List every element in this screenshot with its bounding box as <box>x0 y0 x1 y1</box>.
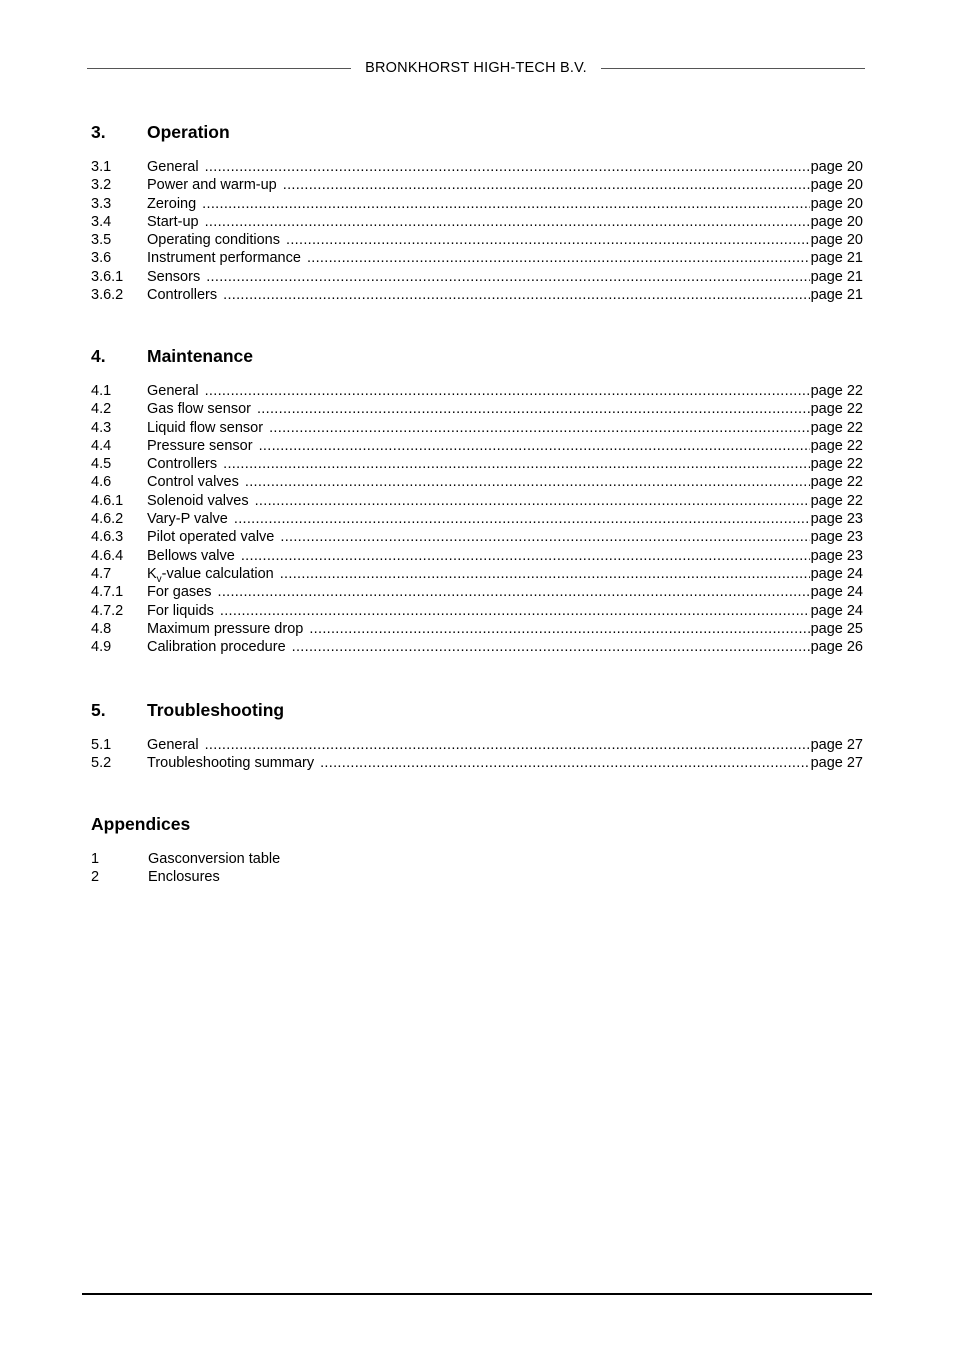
entry-page: page 23 <box>810 511 863 528</box>
entry-number: 4.7 <box>91 565 112 582</box>
section-title: Troubleshooting <box>147 699 285 720</box>
toc-entry[interactable] <box>91 286 863 304</box>
toc-entry[interactable] <box>91 565 863 583</box>
entry-number: 3.4 <box>91 213 112 230</box>
entry-page: page 22 <box>810 474 863 491</box>
entry-page: page 24 <box>810 565 863 582</box>
entry-title: Operating conditions <box>147 232 280 249</box>
dot-leader <box>292 638 810 656</box>
section-number: 5. <box>91 699 106 720</box>
section-heading <box>91 812 863 836</box>
section-heading <box>91 344 863 368</box>
entry-title: Bellows valve <box>147 547 235 564</box>
entry-page: page 24 <box>810 602 863 619</box>
entry-number: 3.6 <box>91 250 112 267</box>
toc-entry[interactable] <box>91 419 863 437</box>
dot-leader <box>205 213 810 231</box>
dot-leader <box>220 602 810 620</box>
entry-title-subscript: v <box>156 573 162 585</box>
entry-page: page 21 <box>810 287 863 304</box>
entry-page: page 20 <box>810 177 863 194</box>
entry-number: 3.6.2 <box>91 287 124 304</box>
section-number: 4. <box>91 345 106 366</box>
entry-title: Instrument performance <box>147 250 301 267</box>
entry-page: page 22 <box>810 492 863 509</box>
dot-leader <box>205 736 810 754</box>
toc-entry[interactable] <box>91 382 863 400</box>
dot-leader <box>202 195 809 213</box>
entry-page: page 22 <box>810 437 863 454</box>
toc-entry[interactable] <box>91 492 863 510</box>
entry-number: 1 <box>91 851 100 867</box>
entry-number: 4.8 <box>91 620 112 637</box>
entry-page: page 22 <box>810 456 863 473</box>
section-heading <box>91 698 863 722</box>
dot-leader <box>205 158 810 176</box>
dot-leader <box>283 176 810 194</box>
entry-page: page 24 <box>810 584 863 601</box>
entry-number: 4.2 <box>91 401 112 418</box>
entry-title: Troubleshooting summary <box>147 755 315 772</box>
dot-leader <box>259 437 810 455</box>
entry-title <box>147 565 274 583</box>
toc-entry[interactable] <box>91 213 863 231</box>
entry-number: 4.6.4 <box>91 547 124 564</box>
dot-leader <box>245 473 810 491</box>
header-rule-right <box>601 68 865 69</box>
entry-title: General <box>147 383 199 399</box>
toc-entry[interactable] <box>91 195 863 213</box>
entry-title: For gases <box>147 584 212 601</box>
toc-entry[interactable] <box>91 158 863 176</box>
toc-entry[interactable] <box>91 268 863 286</box>
section-heading <box>91 120 863 144</box>
entry-title: Gasconversion table <box>148 851 281 867</box>
entry-page: page 23 <box>810 529 863 546</box>
dot-leader <box>286 231 810 249</box>
entry-title: Calibration procedure <box>147 639 286 656</box>
toc-list <box>91 736 863 773</box>
dot-leader <box>280 528 809 546</box>
entry-number: 5.2 <box>91 755 112 772</box>
toc-entry[interactable] <box>91 602 863 620</box>
dot-leader <box>269 419 810 437</box>
entry-title: Power and warm-up <box>147 177 277 194</box>
toc-entry[interactable] <box>91 473 863 491</box>
entry-title: Pressure sensor <box>147 437 253 454</box>
dot-leader <box>223 455 809 473</box>
toc-entry[interactable] <box>91 528 863 546</box>
entry-number: 4.6.3 <box>91 529 124 546</box>
section-operation <box>91 120 863 304</box>
entry-number: 4.6.2 <box>91 511 124 528</box>
entry-number: 4.6 <box>91 474 112 491</box>
toc-entry[interactable] <box>91 583 863 601</box>
entry-page: page 27 <box>810 755 863 772</box>
entry-title: Controllers <box>147 287 218 304</box>
entry-title: For liquids <box>147 602 214 619</box>
entry-number: 4.6.1 <box>91 492 124 509</box>
header-title: BRONKHORST HIGH-TECH B.V. <box>365 60 587 76</box>
entry-title: Controllers <box>147 456 218 473</box>
section-title: Operation <box>147 121 230 142</box>
entry-page: page 25 <box>810 620 863 637</box>
toc-entry[interactable] <box>91 455 863 473</box>
appendix-entry[interactable] <box>91 850 863 868</box>
dot-leader <box>307 249 810 267</box>
dot-leader <box>206 268 809 286</box>
entry-number: 4.3 <box>91 419 112 436</box>
entry-title: Gas flow sensor <box>147 401 251 418</box>
dot-leader <box>280 565 810 583</box>
toc-entry[interactable] <box>91 176 863 194</box>
entry-number: 4.5 <box>91 456 112 473</box>
section-title: Appendices <box>91 813 191 834</box>
entry-number: 4.1 <box>91 383 112 399</box>
entry-number: 3.6.1 <box>91 268 124 285</box>
entry-number: 4.7.2 <box>91 602 124 619</box>
entry-title: Pilot operated valve <box>147 529 275 546</box>
entry-number: 2 <box>91 869 100 886</box>
section-maintenance <box>91 344 863 656</box>
entry-page: page 23 <box>810 547 863 564</box>
entry-page: page 20 <box>810 159 863 175</box>
entry-page: page 20 <box>810 213 863 230</box>
entry-page: page 21 <box>810 250 863 267</box>
appendix-entry[interactable] <box>91 868 863 886</box>
entry-number: 3.2 <box>91 177 112 194</box>
toc-entry[interactable] <box>91 754 863 772</box>
entry-number: 4.4 <box>91 437 112 454</box>
entry-title: Liquid flow sensor <box>147 419 264 436</box>
toc-entry[interactable] <box>91 510 863 528</box>
entry-title: Enclosures <box>148 869 220 886</box>
section-title: Maintenance <box>147 345 253 366</box>
section-troubleshooting <box>91 698 863 773</box>
dot-leader <box>241 547 810 565</box>
toc-entry[interactable] <box>91 638 863 656</box>
entry-page: page 22 <box>810 383 863 399</box>
dot-leader <box>320 754 809 772</box>
toc-entry[interactable] <box>91 437 863 455</box>
entry-title: Maximum pressure drop <box>147 620 304 637</box>
toc-entry[interactable] <box>91 547 863 565</box>
dot-leader <box>205 382 810 400</box>
toc-entry[interactable] <box>91 400 863 418</box>
appendix-list <box>91 850 863 887</box>
entry-number: 3.1 <box>91 159 112 175</box>
dot-leader <box>223 286 809 304</box>
toc-entry[interactable] <box>91 231 863 249</box>
entry-title: General <box>147 737 199 753</box>
entry-page: page 22 <box>810 419 863 436</box>
section-appendices <box>91 812 863 887</box>
dot-leader <box>234 510 810 528</box>
entry-page: page 22 <box>810 401 863 418</box>
dot-leader <box>257 400 810 418</box>
entry-page: page 26 <box>810 639 863 656</box>
entry-page: page 20 <box>810 195 863 212</box>
entry-number: 4.9 <box>91 639 112 656</box>
entry-title: Control valves <box>147 474 239 491</box>
entry-page: page 21 <box>810 268 863 285</box>
entry-title-suffix: -value calculation <box>161 565 274 582</box>
footer-rule <box>82 1293 872 1295</box>
entry-number: 4.7.1 <box>91 584 124 601</box>
toc-entry[interactable] <box>91 620 863 638</box>
entry-title-prefix: K <box>147 565 157 582</box>
header-rule-left <box>87 68 351 69</box>
toc-list <box>91 158 863 304</box>
entry-number: 3.3 <box>91 195 112 212</box>
toc-entry[interactable] <box>91 736 863 754</box>
dot-leader <box>217 583 809 601</box>
entry-number: 3.5 <box>91 232 112 249</box>
page-header <box>87 56 865 80</box>
dot-leader <box>255 492 810 510</box>
section-number: 3. <box>91 121 106 142</box>
toc-list <box>91 382 863 656</box>
entry-title: General <box>147 159 199 175</box>
dot-leader <box>309 620 809 638</box>
entry-title: Start-up <box>147 213 199 230</box>
entry-title: Solenoid valves <box>147 492 249 509</box>
entry-title: Zeroing <box>147 195 197 212</box>
entry-number: 5.1 <box>91 737 112 753</box>
entry-page: page 27 <box>810 737 863 753</box>
entry-title: Vary-P valve <box>147 511 228 528</box>
entry-title: Sensors <box>147 268 201 285</box>
toc-entry[interactable] <box>91 249 863 267</box>
entry-page: page 20 <box>810 232 863 249</box>
